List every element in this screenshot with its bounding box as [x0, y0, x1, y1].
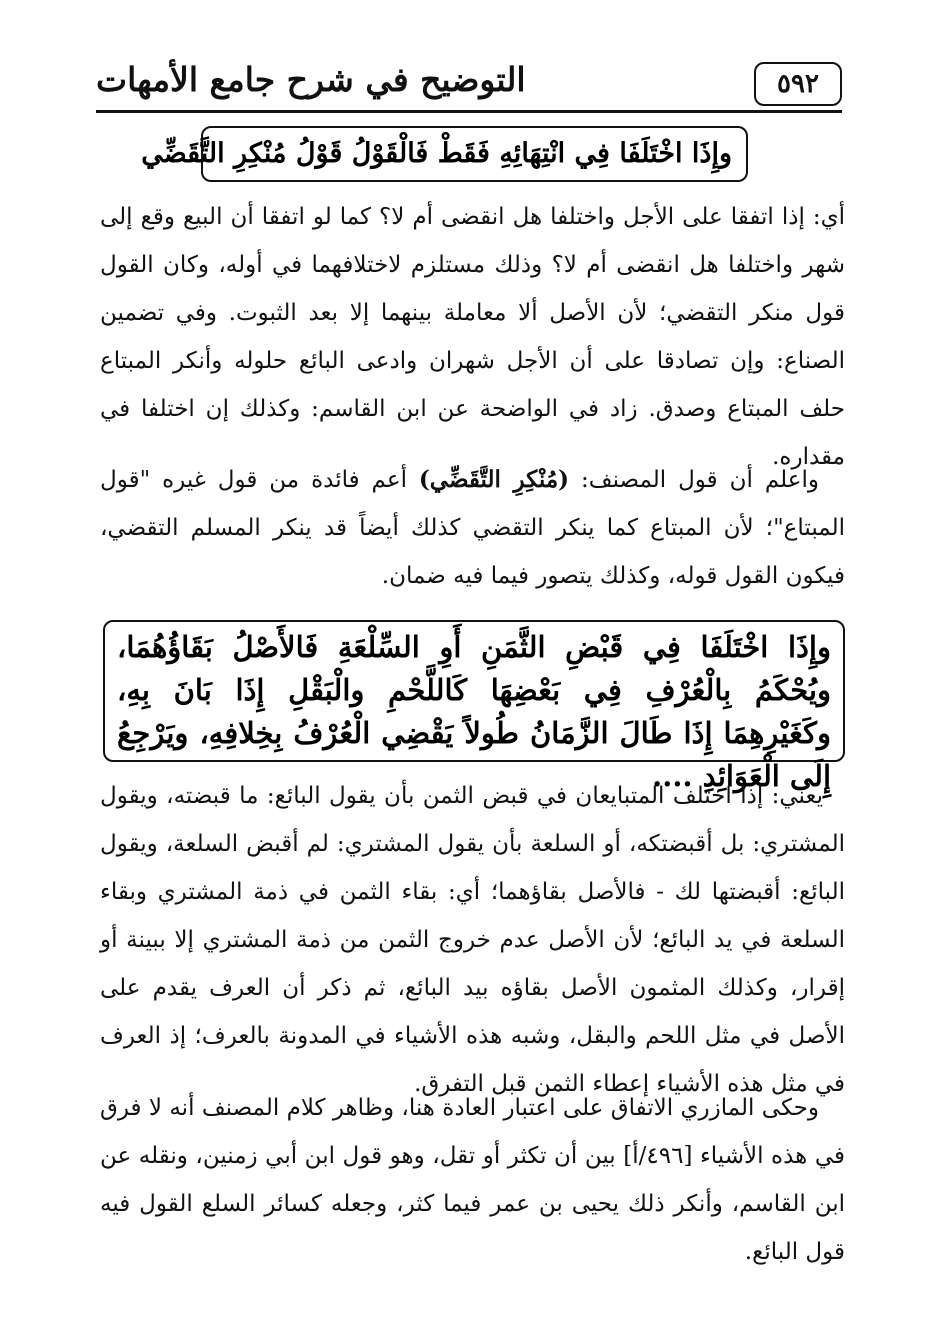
commentary-paragraph-4: وحكى المازري الاتفاق على اعتبار العادة هنا، وظاهر كلام المصنف أنه لا فرق في هذه الأشياء [٤٩٦/أ] بين أن تكثر أو تقل، وهو قول ابن أبي زمنين، ونقله عن ابن القاسم، وأنكر ذلك يحيى بن عمر فيما كثر، وجعله كسائر السلع القول فيه قول البائع. [100, 1095, 845, 1265]
commentary-paragraph-2 [100, 456, 845, 604]
commentary-paragraph-1: أي: إذا اتفقا على الأجل واختلفا هل انقضى أم لا؟ كما لو اتفقا أن البيع وقع إلى شهر واختلفا هل انقضى أم لا؟ وذلك مستلزم لاختلافهما في أوله، وكان القول قول منكر التقضي؛ لأن الأصل ألا معاملة بينهما إلا بعد الثبوت. وفي تضمين الصناع: وإن تصادقا على أن الأجل شهران وادعى البائع حلوله وأنكر المبتاع حلف المبتاع وصدق. زاد في الواضحة عن ابن القاسم: وكذلك إن اختلفا في مقداره. [100, 204, 845, 470]
running-title: التوضيح في شرح جامع الأمهات [96, 60, 526, 99]
page-number: ٥٩٢ [754, 62, 842, 106]
paragraph-2-after: أعم فائدة من قول غيره "قول المبتاع"؛ لأن المبتاع كما ينكر التقضي كذلك أيضاً قد ينكر المسلم التقضي، فيكون القول قوله، وكذلك يتصور فيما فيه ضمان. [100, 467, 845, 589]
page-header [96, 58, 842, 113]
matn-quote: (مُنْكِرِ التَّقَضِّي) [418, 466, 570, 493]
commentary-paragraph-3: يعني: إذا اختلف المتبايعان في قبض الثمن بأن يقول البائع: ما قبضته، ويقول المشتري: بل أقبضتكه، أو السلعة بأن يقول المشتري: لم أقبض السلعة، ويقول البائع: أقبضتها لك - فالأصل بقاؤهما؛ أي: بقاء الثمن في ذمة المشتري وبقاء السلعة في يد البائع؛ لأن الأصل عدم خروج الثمن من ذمة المشتري إلا ببينة أو إقرار، وكذلك المثمون الأصل بقاؤه بيد البائع، ثم ذكر أن العرف يقدم على الأصل في مثل اللحم والبقل، وشبه هذه الأشياء في المدونة بالعرف؛ إذ العرف في مثل هذه الأشياء إعطاء الثمن قبل التفرق. [100, 783, 845, 1097]
matn-box-1: وإِذَا اخْتَلَفَا فِي انْتِهَائِهِ فَقَطْ فَالْقَوْلُ قَوْلُ مُنْكِرِ التَّقَضِّي [201, 126, 748, 182]
paragraph-2-before: واعلم أن قول المصنف: [569, 467, 819, 493]
matn-box-2: وإِذَا اخْتَلَفَا فِي قَبْضِ الثَّمَنِ أَوِ السِّلْعَةِ فَالأَصْلُ بَقَاؤُهُمَا، ويُحْكَمُ بِالْعُرْفِ فِي بَعْضِهَا كَاللَّحْمِ والْبَقْلِ إِذَا بَانَ بِهِ، وكَغَيْرِهِمَا إِذَا طَالَ الزَّمَانُ طُولاً يَقْضِي الْعُرْفُ بِخِلافِهِ، ويَرْجِعُ إِلَى الْعَوَائِدِ .... [103, 620, 845, 762]
